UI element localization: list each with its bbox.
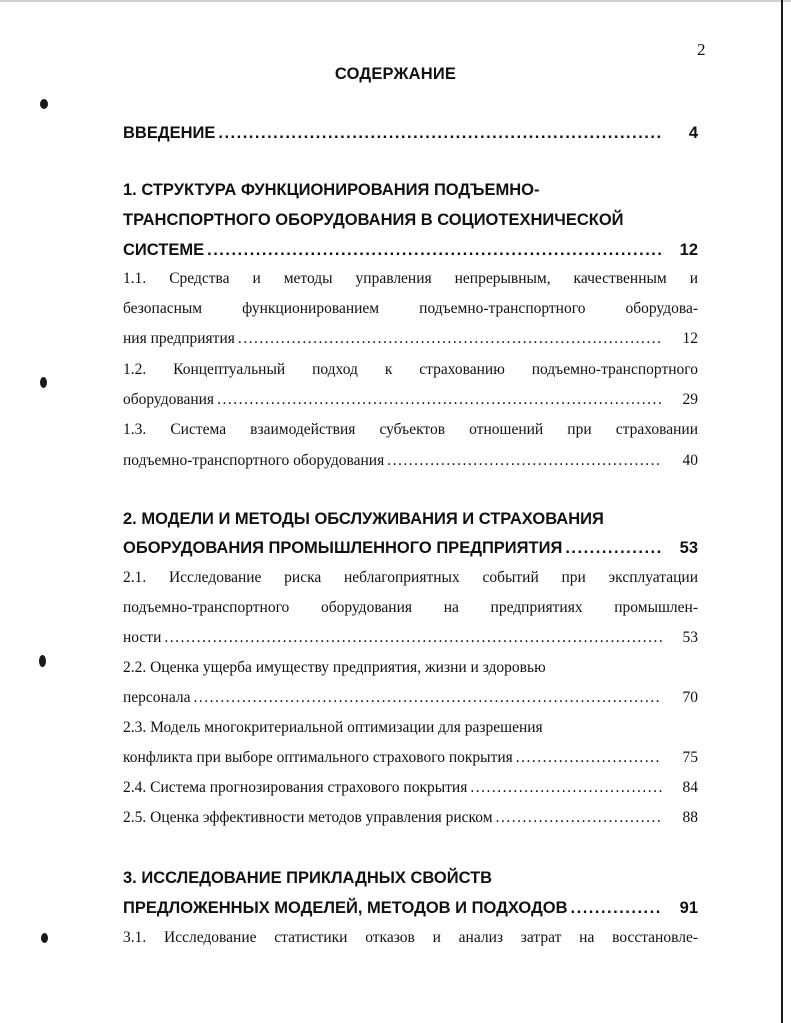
leader-dots	[565, 539, 662, 558]
toc-entry-page: 91	[679, 899, 698, 917]
section-1-1-line-1[interactable]: 1.1. Средства и методы управления непрерывным, качественным и	[123, 270, 698, 287]
toc-entry-page: 40	[682, 452, 698, 469]
section-2-1-line-3[interactable]	[123, 629, 698, 647]
leader-dots	[387, 452, 662, 470]
chapter-1-heading-line-1[interactable]: 1. СТРУКТУРА ФУНКЦИОНИРОВАНИЯ ПОДЪЕМНО-	[123, 181, 540, 199]
chapter-3-heading-line-1[interactable]: 3. ИССЛЕДОВАНИЕ ПРИКЛАДНЫХ СВОЙСТВ	[123, 869, 493, 887]
toc-entry-page: 88	[682, 809, 698, 826]
chapter-3-heading-line-2[interactable]	[123, 899, 698, 918]
toc-entry-label: ПРЕДЛОЖЕННЫХ МОДЕЛЕЙ, МЕТОДОВ И ПОДХОДОВ	[123, 899, 568, 917]
chapter-2-heading-line-1[interactable]: 2. МОДЕЛИ И МЕТОДЫ ОБСЛУЖИВАНИЯ И СТРАХОВАНИЯ	[123, 510, 604, 528]
toc-entry-page: 12	[682, 330, 698, 347]
binder-hole-mark-4	[41, 933, 48, 943]
toc-entry-label: ности	[123, 629, 162, 646]
section-2-1-line-1[interactable]: 2.1. Исследование риска неблагоприятных событий при эксплуатации	[123, 569, 698, 586]
section-1-1-line-3[interactable]	[123, 330, 698, 348]
toc-entry-label: конфликта при выборе оптимального страхового покрытия	[123, 749, 513, 766]
toc-entry-intro[interactable]	[123, 124, 698, 143]
leader-dots	[218, 124, 662, 143]
leader-dots	[571, 899, 662, 918]
section-1-1-line-2[interactable]: безопасным функционированием подъемно-транспортного оборудова-	[123, 300, 698, 317]
leader-dots	[516, 749, 662, 767]
toc-entry-page: 70	[682, 689, 698, 706]
binder-hole-mark-1	[40, 99, 48, 109]
section-2-2-line-2[interactable]	[123, 689, 698, 707]
leader-dots	[207, 241, 662, 260]
section-2-1-line-2[interactable]: подъемно-транспортного оборудования на предприятиях промышлен-	[123, 599, 698, 616]
toc-entry-page: 75	[682, 749, 698, 766]
toc-entry-label: ВВЕДЕНИЕ	[123, 124, 216, 142]
leader-dots	[164, 629, 662, 647]
page-number: 2	[697, 40, 706, 59]
binder-hole-mark-3	[39, 655, 46, 667]
toc-entry-label: 2.5. Оценка эффективности методов управления риском	[123, 809, 493, 826]
chapter-1-heading-line-2[interactable]: ТРАНСПОРТНОГО ОБОРУДОВАНИЯ В СОЦИОТЕХНИЧЕСКОЙ	[123, 211, 624, 229]
section-1-2-line-2[interactable]	[123, 391, 698, 409]
toc-entry-label: ния предприятия	[123, 330, 235, 347]
section-3-1-line-1[interactable]: 3.1. Исследование статистики отказов и анализ затрат на восстановле-	[123, 929, 698, 946]
section-2-4[interactable]	[123, 779, 698, 797]
chapter-1-heading-line-3[interactable]	[123, 241, 698, 260]
toc-entry-page: 53	[679, 539, 698, 557]
toc-entry-page: 4	[688, 124, 698, 142]
toc-entry-page: 29	[682, 391, 698, 408]
toc-title: СОДЕРЖАНИЕ	[334, 65, 457, 83]
leader-dots	[238, 330, 662, 348]
toc-entry-label: СИСТЕМЕ	[123, 241, 205, 259]
leader-dots	[217, 391, 662, 409]
section-2-3-line-1[interactable]: 2.3. Модель многокритериальной оптимизации для разрешения	[123, 719, 543, 736]
binder-hole-mark-2	[40, 377, 47, 388]
toc-entry-page: 84	[682, 779, 698, 796]
toc-entry-label: персонала	[123, 689, 191, 706]
toc-entry-label: оборудования	[123, 391, 215, 408]
leader-dots	[496, 809, 662, 827]
scan-top-edge	[0, 0, 791, 2]
toc-entry-page: 53	[682, 629, 698, 646]
section-1-2-line-1[interactable]: 1.2. Концептуальный подход к страхованию подъемно-транспортного	[123, 361, 698, 378]
toc-entry-page: 12	[679, 241, 698, 259]
leader-dots	[470, 779, 662, 797]
leader-dots	[193, 689, 662, 707]
toc-entry-label: 2.4. Система прогнозирования страхового покрытия	[123, 779, 468, 796]
chapter-2-heading-line-2[interactable]	[123, 539, 698, 558]
section-2-2-line-1[interactable]: 2.2. Оценка ущерба имуществу предприятия, жизни и здоровью	[123, 659, 546, 676]
section-2-5[interactable]	[123, 809, 698, 827]
toc-entry-label: ОБОРУДОВАНИЯ ПРОМЫШЛЕННОГО ПРЕДПРИЯТИЯ	[123, 539, 563, 557]
section-1-3-line-1[interactable]: 1.3. Система взаимодействия субъектов отношений при страховании	[123, 421, 698, 438]
scan-right-edge	[781, 0, 783, 1023]
section-2-3-line-2[interactable]	[123, 749, 698, 767]
toc-entry-label: подъемно-транспортного оборудования	[123, 452, 385, 469]
section-1-3-line-2[interactable]	[123, 452, 698, 470]
